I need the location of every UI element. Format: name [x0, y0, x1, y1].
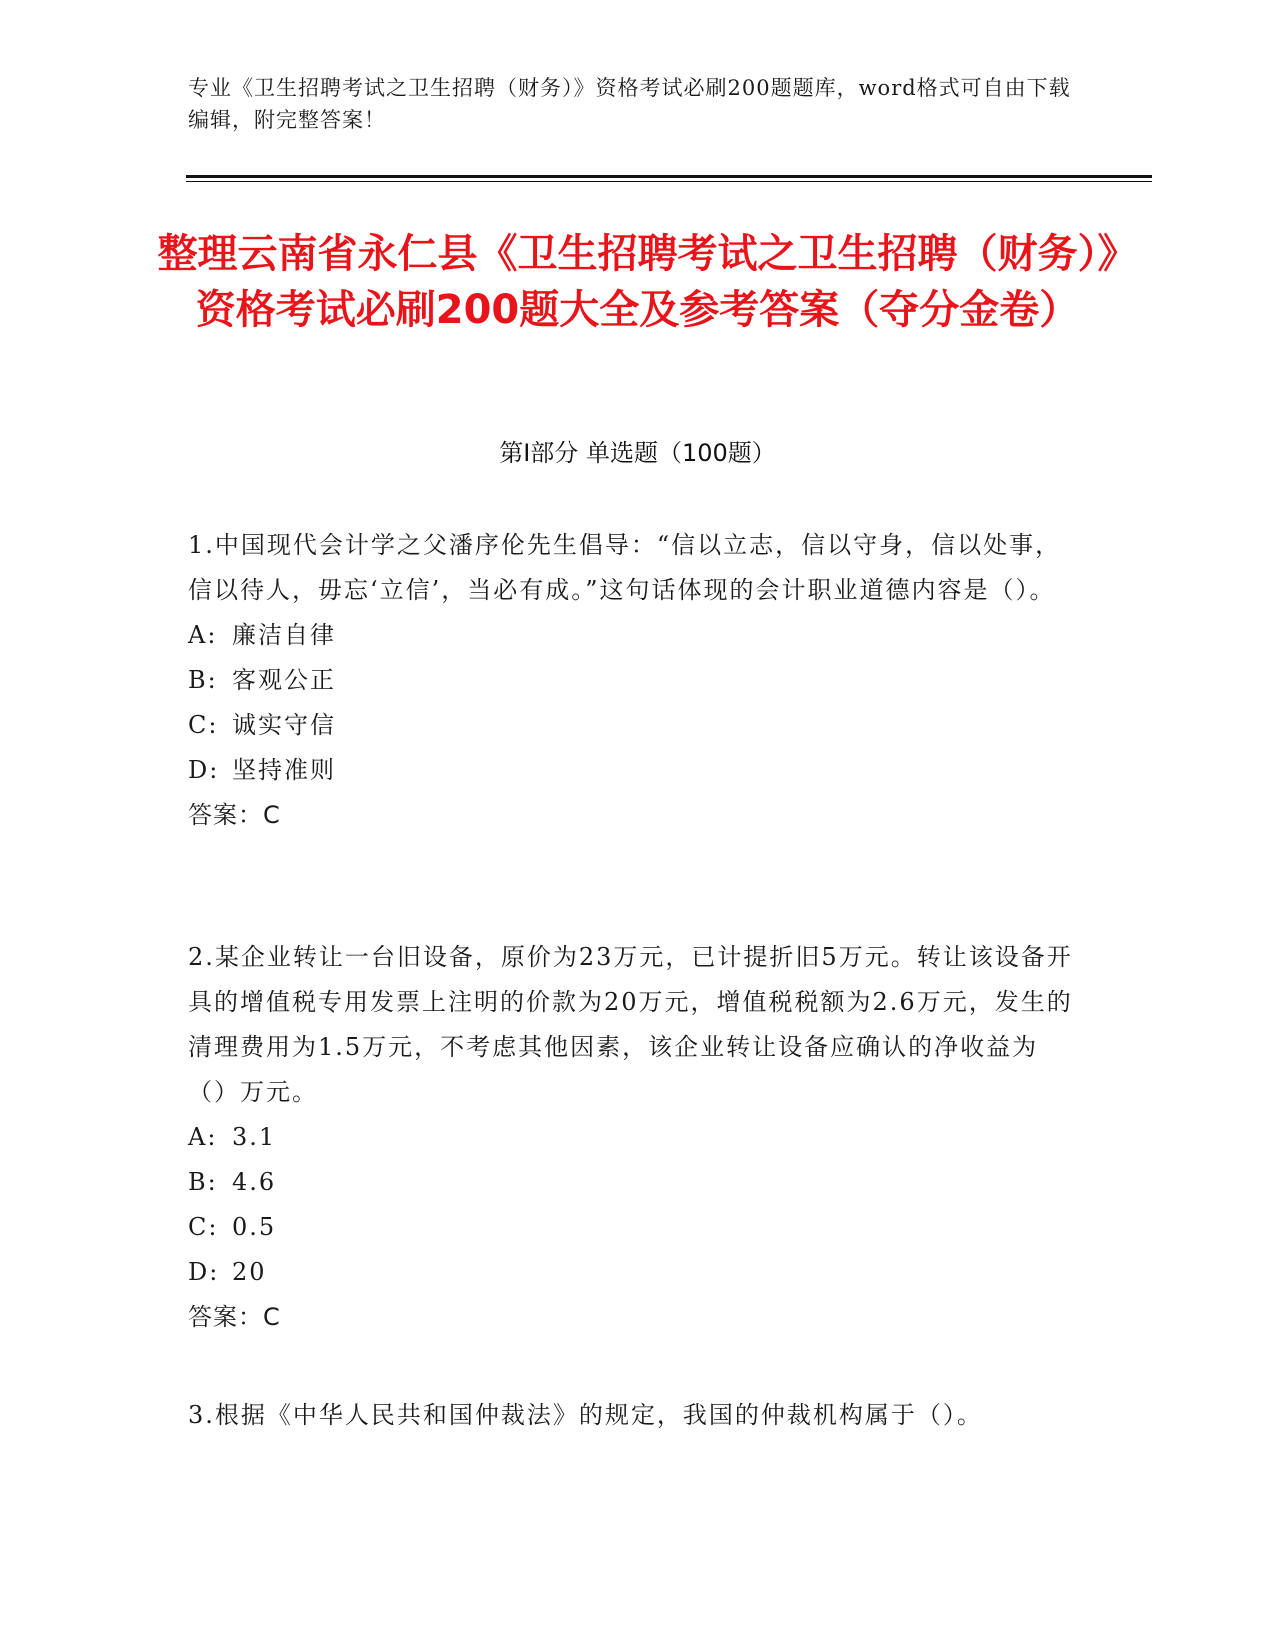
option-letter: D:	[188, 756, 220, 784]
option-text: 0.5	[232, 1213, 277, 1241]
option-letter: B:	[188, 666, 218, 694]
option-b	[188, 1160, 1078, 1205]
option-letter: D:	[188, 1258, 220, 1286]
option-letter: C:	[188, 711, 219, 739]
section-title: 第Ⅰ部分 单选题（100题）	[499, 439, 776, 467]
option-c	[188, 703, 1078, 748]
header-note: 专业《卫生招聘考试之卫生招聘（财务）》资格考试必刷200题题库，word格式可自由下载编辑，附完整答案！	[188, 76, 1071, 132]
option-c	[188, 1205, 1078, 1250]
option-letter: A:	[188, 621, 218, 649]
option-text: 廉洁自律	[232, 621, 336, 649]
option-text: 诚实守信	[232, 711, 336, 739]
question-1	[188, 523, 1078, 838]
option-text: 20	[232, 1258, 267, 1286]
answer-line: 答案：C	[188, 1303, 281, 1331]
option-text: 坚持准则	[232, 756, 336, 784]
option-d	[188, 748, 1078, 793]
option-text: 3.1	[232, 1123, 277, 1151]
option-text: 4.6	[232, 1168, 277, 1196]
document-title: 整理云南省永仁县《卫生招聘考试之卫生招聘（财务）》资格考试必刷200题大全及参考答案（夺分金卷）	[157, 231, 1118, 333]
option-letter: B:	[188, 1168, 218, 1196]
question-stem: 2.某企业转让一台旧设备，原价为23万元，已计提折旧5万元。转让该设备开具的增值税专用发票上注明的价款为20万元，增值税税额为2.6万元，发生的清理费用为1.5万元，不考虑其他因素，该企业转让设备应确认的净收益为（）万元。	[188, 943, 1073, 1106]
answer-line: 答案：C	[188, 801, 281, 829]
question-stem: 3.根据《中华人民共和国仲裁法》的规定，我国的仲裁机构属于（）。	[188, 1401, 983, 1429]
option-d	[188, 1250, 1078, 1295]
option-a	[188, 1115, 1078, 1160]
question-3	[188, 1393, 1078, 1438]
question-stem: 1.中国现代会计学之父潘序伦先生倡导：“信以立志，信以守身，信以处事，信以待人，毋忘‘立信’，当必有成。”这句话体现的会计职业道德内容是（）。	[188, 531, 1062, 604]
header-divider-thick	[186, 175, 1152, 178]
option-letter: A:	[188, 1123, 218, 1151]
option-b	[188, 658, 1078, 703]
option-a	[188, 613, 1078, 658]
header-divider-thin	[186, 181, 1152, 182]
option-text: 客观公正	[232, 666, 336, 694]
option-letter: C:	[188, 1213, 219, 1241]
question-2	[188, 935, 1078, 1340]
